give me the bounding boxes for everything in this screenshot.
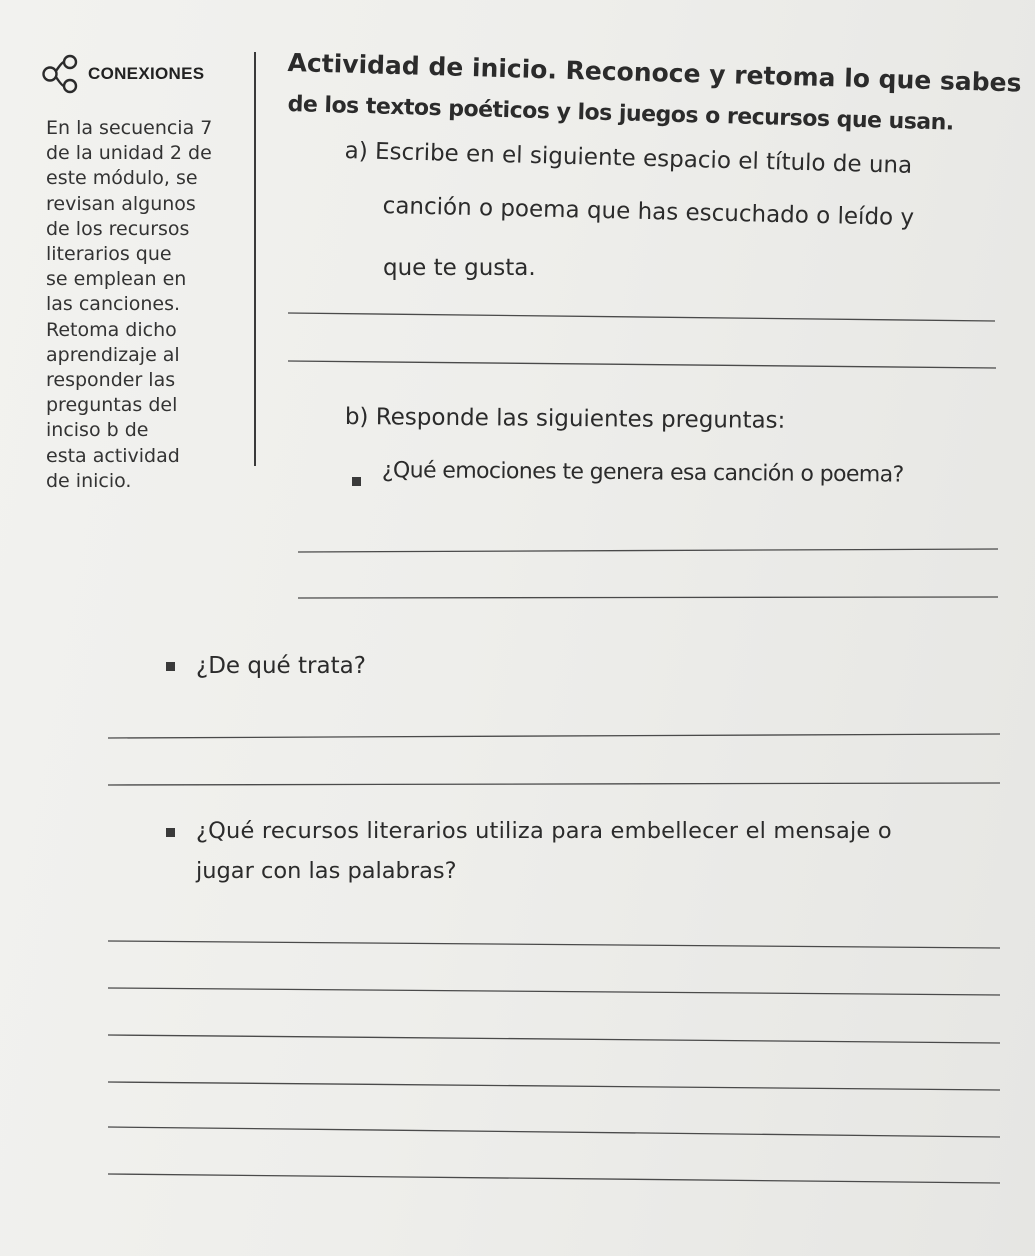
sidebar-line: esta actividad [46, 444, 180, 467]
sidebar-line: de la unidad 2 de [46, 142, 212, 165]
answer-line-title-2[interactable] [288, 361, 996, 368]
answer-line-resources-5[interactable] [108, 1127, 1000, 1137]
item-b-text: b) Responde las siguientes preguntas: [344, 404, 786, 434]
item-a-text-line3: que te gusta. [383, 255, 536, 281]
question-topic: ¿De qué trata? [196, 653, 366, 679]
sidebar-line: de inicio. [46, 469, 132, 492]
answer-line-emotions-2[interactable] [298, 597, 998, 598]
sidebar-line: este módulo, se [46, 167, 198, 190]
answer-line-resources-2[interactable] [108, 988, 1000, 995]
answer-line-resources-1[interactable] [108, 941, 1000, 948]
item-a-text: a) Escribe en el siguiente espacio el título de una [344, 138, 913, 179]
answer-line-topic-2[interactable] [108, 783, 1000, 785]
answer-line-topic-1[interactable] [108, 734, 1000, 738]
sidebar-line: aprendizaje al [46, 343, 180, 366]
question-literary-resources: ¿Qué recursos literarios utiliza para embellecer el mensaje o [196, 818, 892, 844]
sidebar-line: revisan algunos [46, 192, 196, 215]
sidebar-title: CONEXIONES [88, 64, 205, 83]
question-literary-resources-line2: jugar con las palabras? [196, 858, 457, 884]
sidebar-line: literarios que [46, 243, 172, 266]
answer-line-resources-3[interactable] [108, 1035, 1000, 1043]
sidebar-line: responder las [46, 369, 176, 392]
sidebar-line: de los recursos [46, 217, 190, 240]
answer-line-emotions-1[interactable] [298, 549, 998, 552]
sidebar-line: las canciones. [46, 293, 181, 316]
activity-heading: Actividad de inicio. Reconoce y retoma lo que sabes [287, 48, 1022, 98]
sidebar-line: inciso b de [46, 419, 149, 442]
sidebar-line: preguntas del [46, 394, 178, 417]
sidebar-line: En la secuencia 7 [46, 117, 213, 139]
answer-line-title-1[interactable] [288, 313, 995, 321]
item-a-text-line2: canción o poema que has escuchado o leído y [382, 193, 915, 232]
sidebar-line: Retoma dicho [46, 318, 177, 341]
activity-heading-line2: de los textos poéticos y los juegos o recursos que usan. [287, 92, 955, 136]
answer-line-resources-6[interactable] [108, 1174, 1000, 1183]
answer-line-resources-4[interactable] [108, 1082, 1000, 1090]
question-emotions: ¿Qué emociones te genera esa canción o poema? [381, 458, 904, 488]
sidebar-line: se emplean en [46, 268, 187, 291]
